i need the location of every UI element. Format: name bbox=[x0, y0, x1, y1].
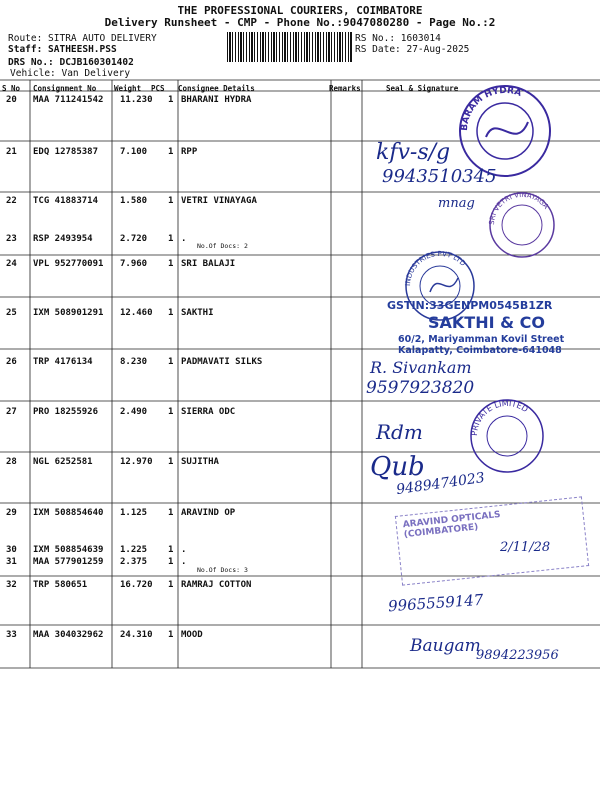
row-consignment: TCG 41883714 bbox=[33, 196, 99, 206]
row-sno: 20 bbox=[6, 95, 17, 105]
row-pcs: 1 bbox=[168, 196, 174, 206]
signature-vetri: mnag bbox=[438, 196, 475, 211]
row-pcs: 1 bbox=[168, 234, 174, 244]
row-weight: 1.225 bbox=[120, 545, 148, 555]
stamp-text: BARAM HYDRA bbox=[459, 85, 523, 132]
sakthi-gstin: GSTIN:33GENPM0545B1ZR bbox=[387, 299, 553, 312]
row-sno: 33 bbox=[6, 630, 17, 640]
row-consignment: NGL 6252581 bbox=[33, 457, 93, 467]
col-consignment: Consignment No bbox=[33, 84, 97, 93]
row-consignment: MAA 577901259 bbox=[33, 557, 104, 567]
row-consignee: RPP bbox=[181, 147, 198, 157]
row-weight: 24.310 bbox=[120, 630, 153, 640]
row-sno: 30 bbox=[6, 545, 17, 555]
phone-mood: 9894223956 bbox=[476, 648, 559, 663]
row-consignee: ARAVIND OP bbox=[181, 508, 236, 518]
route-label: Route: SITRA AUTO DELIVERY bbox=[8, 33, 157, 44]
row-pcs: 1 bbox=[168, 508, 174, 518]
row-pcs: 1 bbox=[168, 457, 174, 467]
svg-text:BARAM HYDRA bbox=[460, 86, 523, 131]
row-consignment: IXM 508854639 bbox=[33, 545, 104, 555]
row-consignment: MAA 711241542 bbox=[33, 95, 104, 105]
row-pcs: 1 bbox=[168, 630, 174, 640]
phone-rpp: 9943510345 bbox=[382, 166, 497, 187]
row-sno: 29 bbox=[6, 508, 17, 518]
sakthi-city: Kalapatty, Coimbatore-641048 bbox=[398, 345, 562, 356]
row-pcs: 1 bbox=[168, 545, 174, 555]
signature-rpp: kfv-s/g bbox=[376, 140, 451, 165]
row-consignment: IXM 508901291 bbox=[33, 308, 104, 318]
row-sno: 24 bbox=[6, 259, 17, 269]
row-sno: 23 bbox=[6, 234, 17, 244]
row-pcs: 1 bbox=[168, 147, 174, 157]
row-consignee: . bbox=[181, 557, 187, 567]
col-consignee: Consignee Details bbox=[178, 84, 255, 93]
phone-padma: 9597923820 bbox=[366, 378, 475, 398]
row-consignee: . bbox=[181, 234, 187, 244]
row-weight: 2.490 bbox=[120, 407, 148, 417]
staff-label: Staff: SATHEESH.PSS bbox=[8, 44, 117, 55]
row-consignee: PADMAVATI SILKS bbox=[181, 357, 263, 367]
barcode-image bbox=[227, 32, 352, 62]
vehicle-label: Vehicle: Van Delivery bbox=[10, 68, 131, 79]
row-sno: 27 bbox=[6, 407, 17, 417]
docs-note: No.Of Docs: 2 bbox=[197, 242, 248, 250]
col-pcs: PCS bbox=[151, 84, 165, 93]
col-sno: S No bbox=[2, 84, 21, 93]
row-pcs: 1 bbox=[168, 557, 174, 567]
row-weight: 7.100 bbox=[120, 147, 148, 157]
row-consignee: . bbox=[181, 545, 187, 555]
signature-sujitha: Qub bbox=[370, 452, 425, 482]
stamp-text: ARAVIND OPTICALS (COIMBATORE) bbox=[402, 509, 502, 541]
row-weight: 12.460 bbox=[120, 308, 153, 318]
svg-text:INDUSTRIES PVT LTD bbox=[404, 250, 467, 286]
row-consignee: BHARANI HYDRA bbox=[181, 95, 252, 105]
row-sno: 22 bbox=[6, 196, 17, 206]
stamp-text: INDUSTRIES PVT LTD bbox=[403, 250, 467, 287]
rs-number: RS No.: 1603014 bbox=[355, 33, 441, 44]
row-weight: 8.230 bbox=[120, 357, 148, 367]
row-sno: 25 bbox=[6, 308, 17, 318]
row-sno: 21 bbox=[6, 147, 17, 157]
phone-ramraj: 9965559147 bbox=[387, 590, 484, 616]
vetri-stamp bbox=[484, 192, 560, 258]
signature-padma: R. Sivankam bbox=[370, 358, 472, 377]
row-weight: 7.960 bbox=[120, 259, 148, 269]
row-weight: 2.720 bbox=[120, 234, 148, 244]
row-weight: 11.230 bbox=[120, 95, 153, 105]
signature-aravind: 2/11/28 bbox=[500, 540, 551, 555]
row-consignee: MOOD bbox=[181, 630, 203, 640]
stamp-text: PRIVATE LIMITED bbox=[469, 398, 530, 437]
row-pcs: 1 bbox=[168, 95, 174, 105]
row-consignee: VETRI VINAYAGA bbox=[181, 196, 257, 206]
row-consignee: SRI BALAJI bbox=[181, 259, 236, 269]
row-pcs: 1 bbox=[168, 580, 174, 590]
aravind-stamp bbox=[395, 496, 589, 585]
rs-date: RS Date: 27-Aug-2025 bbox=[355, 44, 470, 55]
company-title: THE PROFESSIONAL COURIERS, COIMBATORE bbox=[177, 4, 423, 17]
row-consignee: SUJITHA bbox=[181, 457, 219, 467]
row-consignment: EDQ 12785387 bbox=[33, 147, 99, 157]
row-weight: 1.580 bbox=[120, 196, 148, 206]
col-remarks: Remarks bbox=[329, 84, 361, 93]
sakthi-name: SAKTHI & CO bbox=[428, 313, 545, 332]
signature-sierra: Rdm bbox=[376, 420, 423, 444]
private-limited-stamp bbox=[468, 395, 546, 477]
row-weight: 1.125 bbox=[120, 508, 148, 518]
row-sno: 31 bbox=[6, 557, 17, 567]
row-consignee: RAMRAJ COTTON bbox=[181, 580, 252, 590]
row-weight: 16.720 bbox=[120, 580, 153, 590]
svg-text:SRI VETRI VINAYAGA bbox=[488, 192, 550, 225]
signature-mood: Baugam bbox=[410, 636, 481, 656]
col-weight: Weight bbox=[114, 84, 142, 93]
row-consignment: TRP 4176134 bbox=[33, 357, 93, 367]
runsheet-subtitle: Delivery Runsheet - CMP - Phone No.:9047080280 - Page No.:2 bbox=[104, 16, 496, 29]
docs-note: No.Of Docs: 3 bbox=[197, 566, 248, 574]
row-weight: 2.375 bbox=[120, 557, 148, 567]
row-consignment: VPL 952770091 bbox=[33, 259, 104, 269]
row-consignment: PRO 18255926 bbox=[33, 407, 99, 417]
drs-number: DRS No.: DCJB160301402 bbox=[8, 57, 134, 68]
row-pcs: 1 bbox=[168, 357, 174, 367]
row-consignment: RSP 2493954 bbox=[33, 234, 93, 244]
sakthi-address: 60/2, Mariyamman Kovil Street bbox=[398, 334, 565, 345]
row-weight: 12.970 bbox=[120, 457, 153, 467]
row-consignee: SAKTHI bbox=[181, 308, 214, 318]
row-consignment: TRP 580651 bbox=[33, 580, 88, 590]
row-consignment: MAA 304032962 bbox=[33, 630, 104, 640]
col-seal: Seal & Signature bbox=[386, 84, 459, 93]
row-sno: 32 bbox=[6, 580, 17, 590]
row-pcs: 1 bbox=[168, 259, 174, 269]
row-pcs: 1 bbox=[168, 407, 174, 417]
phone-sujitha: 9489474023 bbox=[395, 469, 486, 499]
stamp-text: SRI VETRI VINAYAGA bbox=[487, 192, 551, 226]
row-sno: 26 bbox=[6, 357, 17, 367]
row-sno: 28 bbox=[6, 457, 17, 467]
row-consignee: SIERRA ODC bbox=[181, 407, 236, 417]
row-consignment: IXM 508854640 bbox=[33, 508, 104, 518]
row-pcs: 1 bbox=[168, 308, 174, 318]
